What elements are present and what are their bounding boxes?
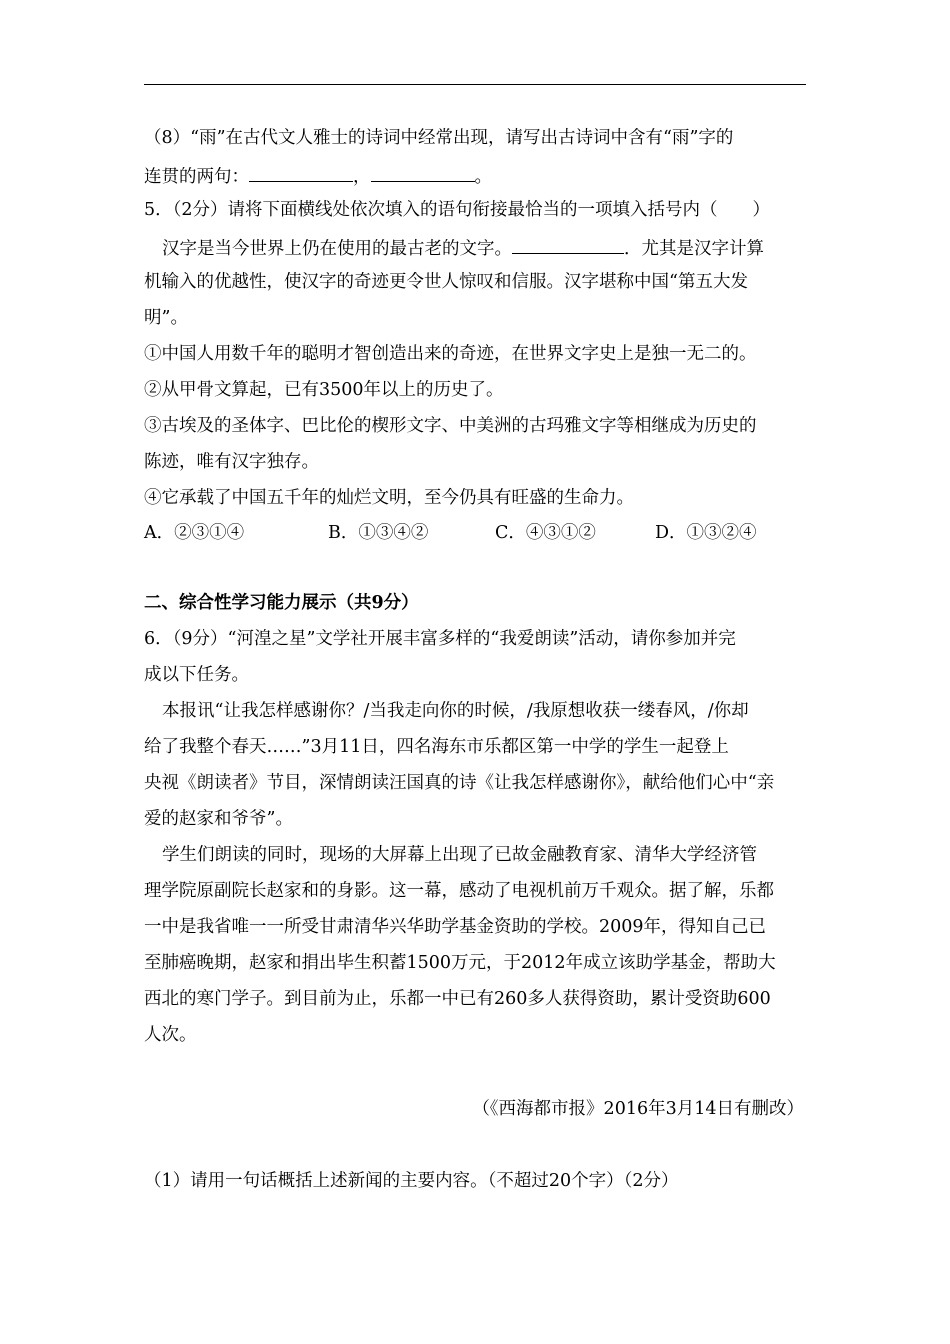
q6-subquestion-1: （1）请用一句话概括上述新闻的主要内容。（不超过20个字）（2分） <box>144 1171 679 1191</box>
q5-option-b[interactable]: B．①③④② <box>328 523 429 543</box>
q6-article-p1-line1: 本报讯“让我怎样感谢你？/当我走向你的时候，/我原想收获一缕春风，/你却 <box>162 701 749 721</box>
q5-sentence-4: ④它承载了中国五千年的灿烂文明，至今仍具有旺盛的生命力。 <box>144 488 634 508</box>
q6-article-p1-line4: 爱的赵家和爷爷”。 <box>144 809 293 829</box>
q5-sentence-3a: ③古埃及的圣体字、巴比伦的楔形文字、中美洲的古玛雅文字等相继成为历史的 <box>144 416 757 436</box>
header-rule <box>144 84 806 85</box>
q5-passage-line1 <box>162 235 764 260</box>
q5-p1-suffix: ．尤其是汉字计算 <box>624 239 764 259</box>
answer-blank-2[interactable] <box>371 163 475 182</box>
q4-8-line2 <box>144 163 492 188</box>
q5-sentence-2: ②从甲骨文算起，已有3500年以上的历史了。 <box>144 380 504 400</box>
q5-fill-blank[interactable] <box>512 235 624 254</box>
q5-sentence-1: ①中国人用数千年的聪明才智创造出来的奇迹，在世界文字史上是独一无二的。 <box>144 344 757 364</box>
q4-8-prefix: 连贯的两句： <box>144 167 249 187</box>
q6-article-p2-line5: 西北的寒门学子。到目前为止，乐都一中已有260多人获得资助，累计受资助600 <box>144 989 771 1009</box>
q6-article-p2-line1: 学生们朗读的同时，现场的大屏幕上出现了已故金融教育家、清华大学经济管 <box>162 845 757 865</box>
q6-article-p2-line4: 至肺癌晚期，赵家和捐出毕生积蓄1500万元，于2012年成立该助学基金，帮助大 <box>144 953 776 973</box>
q6-article-p1-line3: 央视《朗读者》节目，深情朗读汪国真的诗《让我怎样感谢你》，献给他们心中“亲 <box>144 773 775 793</box>
section-2-title: 二、综合性学习能力展示（共9分） <box>144 593 419 613</box>
q4-8-line1: （8）“雨”在古代文人雅士的诗词中经常出现，请写出古诗词中含有“雨”字的 <box>144 128 734 148</box>
q6-stem-line1: 6．（9分）“河湟之星”文学社开展丰富多样的“我爱朗读”活动，请你参加并完 <box>144 629 736 649</box>
q6-stem-line2: 成以下任务。 <box>144 665 249 685</box>
q5-passage-line2: 机输入的优越性，使汉字的奇迹更令世人惊叹和信服。汉字堪称中国“第五大发 <box>144 272 748 292</box>
q5-option-a[interactable]: A．②③①④ <box>144 523 245 543</box>
q6-article-p2-line2: 理学院原副院长赵家和的身影。这一幕，感动了电视机前万千观众。据了解，乐都 <box>144 881 774 901</box>
q5-option-c[interactable]: C．④③①② <box>495 523 596 543</box>
q6-article-p2-line3: 一中是我省唯一一所受甘肃清华兴华助学基金资助的学校。2009年，得知自己已 <box>144 917 767 937</box>
q6-article-p1-line2: 给了我整个春天……”3月11日，四名海东市乐都区第一中学的学生一起登上 <box>144 737 729 757</box>
q5-p1-prefix: 汉字是当今世界上仍在使用的最古老的文字。 <box>162 239 512 259</box>
article-source: （《西海都市报》2016年3月14日有删改） <box>472 1099 804 1119</box>
q5-passage-line3: 明”。 <box>144 308 188 328</box>
q5-stem: 5．（2分）请将下面横线处依次填入的语句衔接最恰当的一项填入括号内（ ） <box>144 200 771 220</box>
q6-article-p2-line6: 人次。 <box>144 1025 197 1045</box>
q5-sentence-3b: 陈迹，唯有汉字独存。 <box>144 452 319 472</box>
answer-blank-1[interactable] <box>249 163 353 182</box>
q5-option-d[interactable]: D．①③②④ <box>655 523 757 543</box>
q4-8-sep: ， <box>353 167 371 187</box>
q4-8-end: 。 <box>474 167 492 187</box>
